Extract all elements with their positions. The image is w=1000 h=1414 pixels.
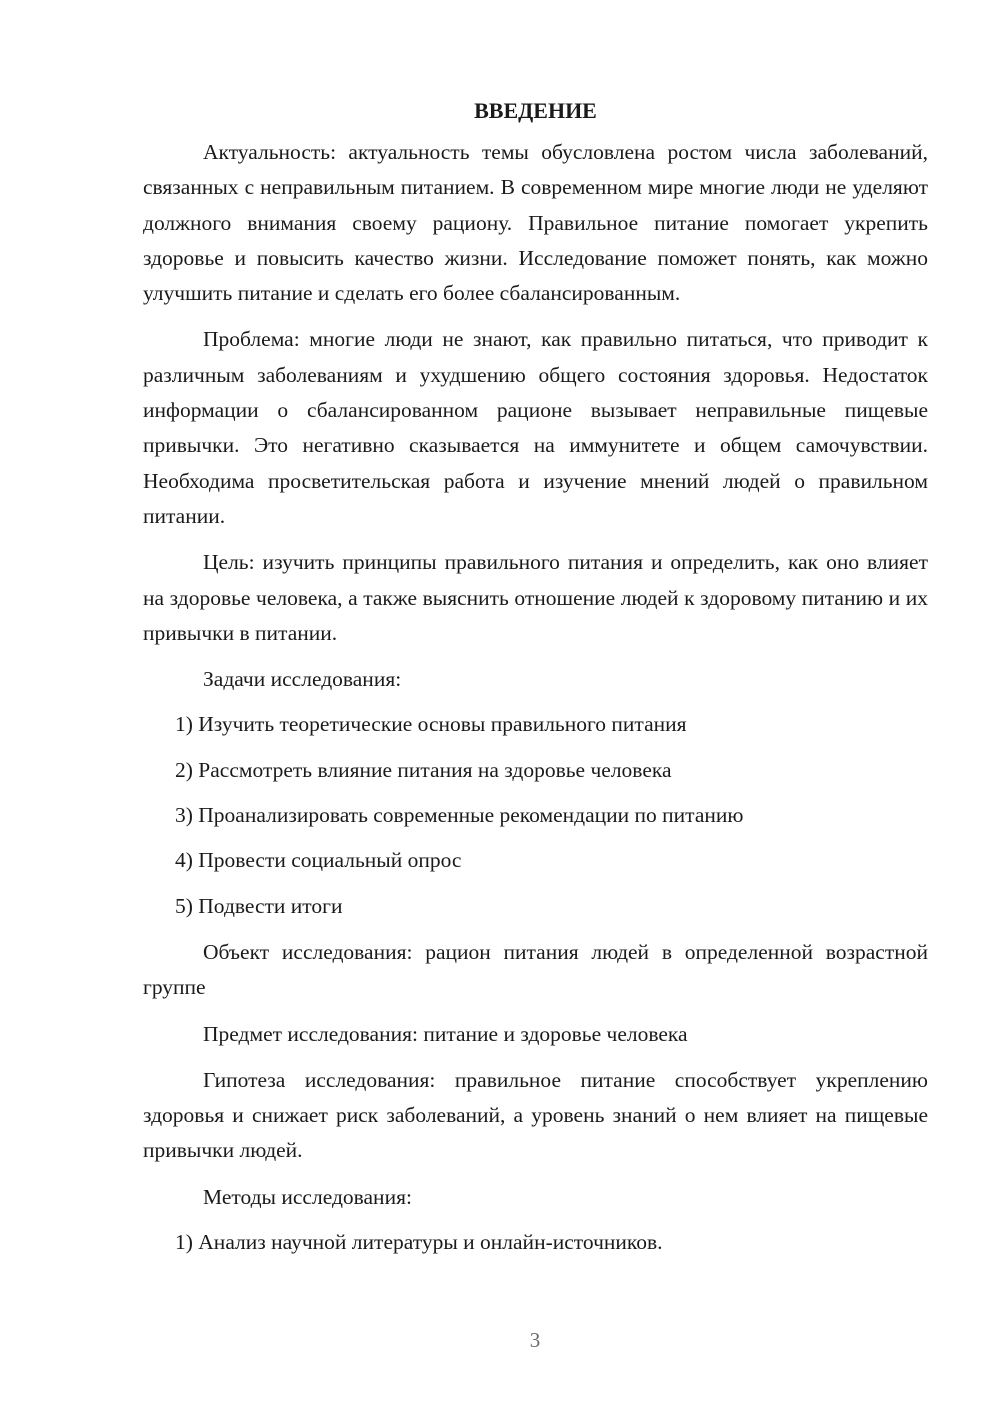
hypothesis-paragraph: Гипотеза исследования: правильное питание способствует укреплению здоровья и снижает риск заболеваний, а уровень знаний о нем влияет на пищевые привычки людей.	[143, 1067, 928, 1163]
task-item-4: 4) Провести социальный опрос	[175, 848, 462, 873]
section-title: ВВЕДЕНИЕ	[474, 98, 597, 123]
task-item-5: 5) Подвести итоги	[175, 893, 343, 918]
task-item-2: 2) Рассмотреть влияние питания на здоровье человека	[175, 757, 672, 782]
document-page	[143, 93, 928, 1260]
task-item-1: 1) Изучить теоретические основы правильного питания	[175, 712, 687, 737]
method-item-1: 1) Анализ научной литературы и онлайн-источников.	[175, 1230, 663, 1255]
subject-paragraph: Предмет исследования: питание и здоровье человека	[203, 1021, 688, 1046]
object-paragraph: Объект исследования: рацион питания людей в определенной возрастной группе	[143, 939, 928, 1000]
goal-paragraph: Цель: изучить принципы правильного питания и определить, как оно влияет на здоровье человека, а также выяснить отношение людей к здоровому питанию и их привычки в питании.	[143, 550, 928, 645]
tasks-label: Задачи исследования:	[203, 667, 402, 692]
page-number: 3	[529, 1328, 541, 1352]
problem-paragraph: Проблема: многие люди не знают, как правильно питаться, что приводит к различным заболеваниям и ухудшению общего состояния здоровья. Недостаток информации о сбалансированном рационе вызывает неправильные пищевые привычки. Это негативно сказывается на иммунитете и общем самочувствии. Необходима просветительская работа и изучение мнений людей о правильном питании.	[143, 327, 928, 528]
relevance-paragraph: Актуальность: актуальность темы обусловлена ростом числа заболеваний, связанных с неправильным питанием. В современном мире многие люди не уделяют должного внимания своему рациону. Правильное питание помогает укрепить здоровье и повысить качество жизни. Исследование поможет понять, как можно улучшить питание и сделать его более сбалансированным.	[143, 140, 928, 306]
task-item-3: 3) Проанализировать современные рекомендации по питанию	[175, 803, 744, 828]
methods-label: Методы исследования:	[203, 1184, 412, 1209]
tasks-list	[143, 707, 928, 923]
methods-list	[143, 1225, 928, 1260]
